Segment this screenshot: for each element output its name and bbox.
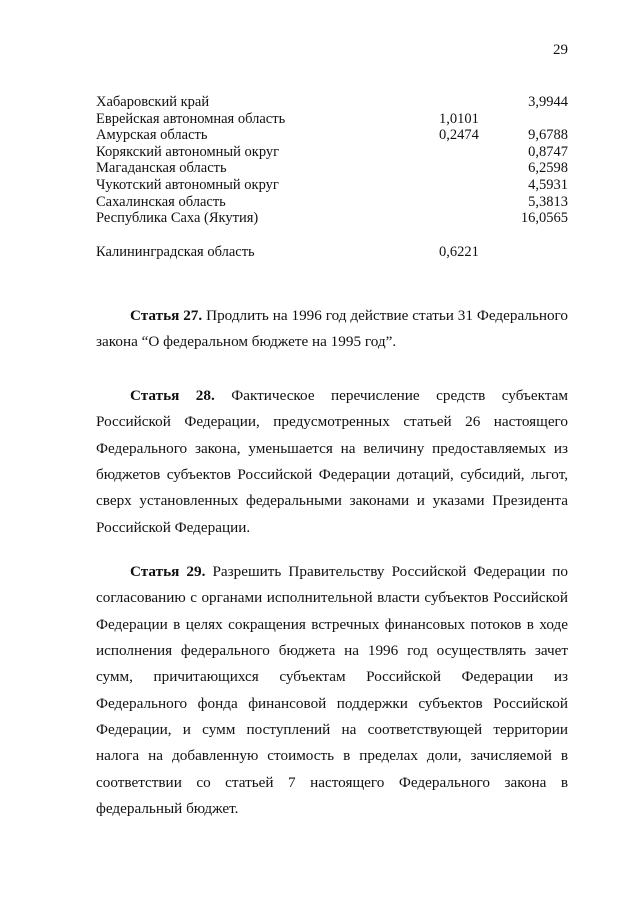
region-name: Магаданская область (96, 160, 227, 177)
value-column-1: 1,0101 (439, 110, 479, 127)
page-number: 29 (553, 42, 568, 58)
table-row (96, 144, 568, 161)
region-name: Еврейская автономная область (96, 110, 286, 127)
table-row (96, 127, 568, 144)
region-name: Корякский автономный округ (96, 143, 280, 160)
table-row (96, 111, 568, 128)
table-row (96, 210, 568, 227)
value-column-2: 9,6788 (528, 127, 568, 144)
article-heading: Статья 29. (130, 563, 206, 581)
region-name: Хабаровский край (96, 94, 210, 110)
table-row (96, 94, 568, 111)
table-row (96, 244, 568, 261)
regions-table (96, 94, 568, 260)
region-name: Калининградская область (96, 243, 255, 260)
region-name: Сахалинская область (96, 193, 226, 210)
article-text: Фактическое перечисление средств субъектам Российской Федерации, предусмотренных статьей 26 настоящего Федерального закона, уменьшается на величину предоставляемых из бюджетов субъектов Российской Федерации дотаций, субсидий, льгот, сверх установленных федеральными законами и указами Президента Российской Федерации. (96, 387, 568, 536)
article-text: Разрешить Правительству Российской Федерации по согласованию с органами исполнительной власти субъектов Российской Федерации в целях сокращения встречных финансовых потоков в ходе исполнения федерального бюджета на 1996 год осуществлять зачет сумм, причитающихся субъектам Российской Федерации из Федерального фонда финансовой поддержки субъектов Российской Федерации, и сумм поступлений на соответствующей территории налога на добавленную стоимость в пределах доли, зачисляемой в соответствии со статьей 7 настоящего Федерального закона в федеральный бюджет. (96, 563, 568, 817)
article-28 (96, 383, 568, 541)
region-name: Амурская область (96, 127, 208, 144)
value-column-1: 0,6221 (439, 243, 479, 260)
table-row (96, 177, 568, 194)
table-row (96, 194, 568, 211)
table-row (96, 160, 568, 177)
article-heading: Статья 27. (130, 307, 203, 325)
article-heading: Статья 28. (130, 387, 215, 405)
value-column-2: 5,3813 (528, 193, 568, 210)
region-name: Республика Саха (Якутия) (96, 210, 259, 227)
value-column-2: 3,9944 (528, 94, 568, 110)
article-text: Продлить на 1996 год действие статьи 31 Федерального закона “О федеральном бюджете на 1995 год”. (96, 307, 568, 351)
value-column-1: 0,2474 (439, 127, 479, 144)
region-name: Чукотский автономный округ (96, 176, 279, 193)
article-29 (96, 559, 568, 822)
value-column-2: 6,2598 (528, 160, 568, 177)
value-column-2: 0,8747 (528, 143, 568, 160)
value-column-2: 4,5931 (528, 176, 568, 193)
value-column-2: 16,0565 (520, 210, 568, 227)
article-27 (96, 303, 568, 356)
